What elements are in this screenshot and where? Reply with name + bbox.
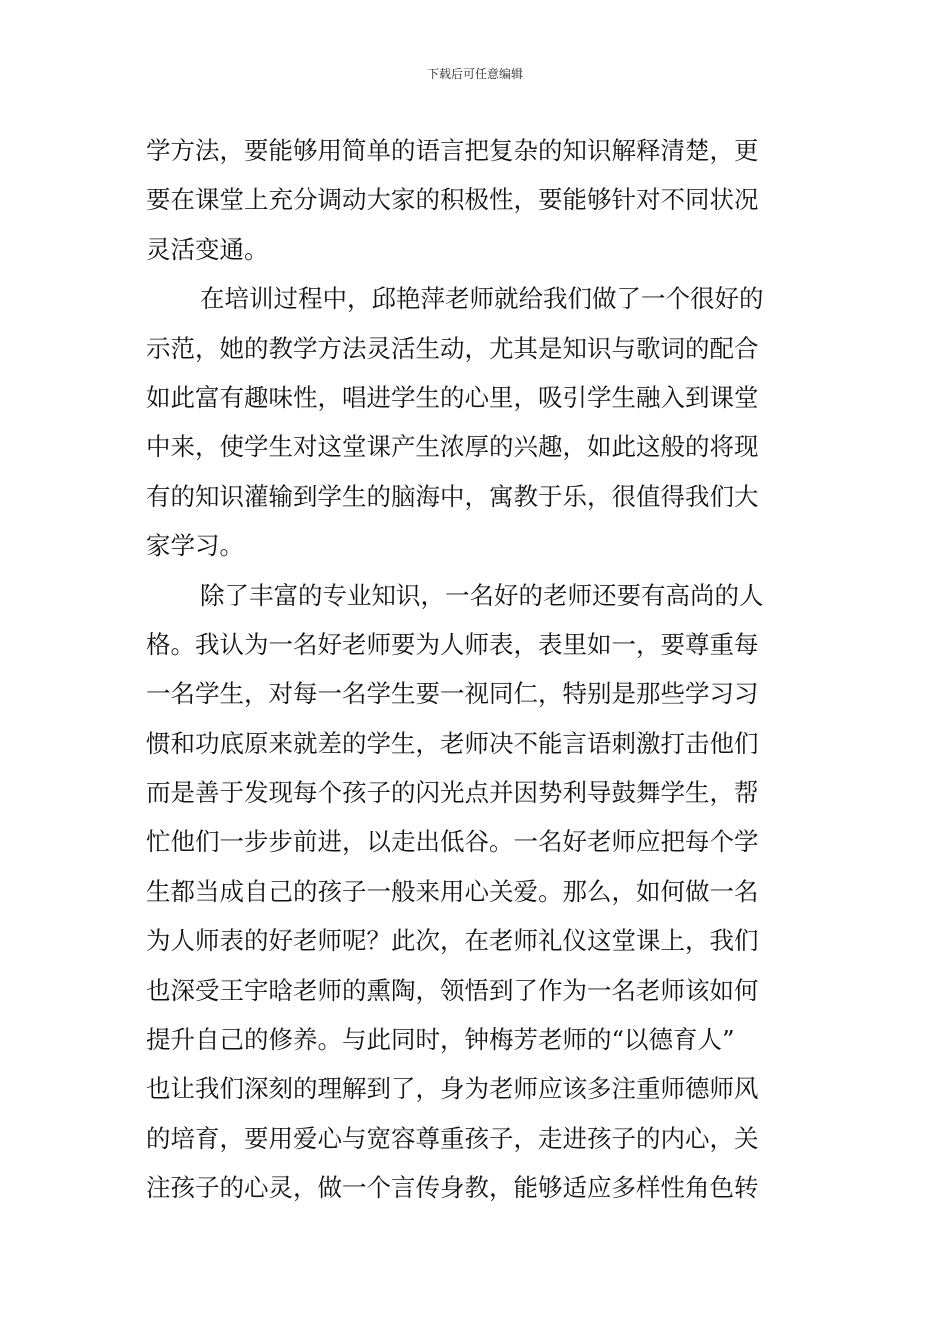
paragraph-first-line: 在培训过程中，邱艳萍老师就给我们做了一个很好的 bbox=[200, 284, 764, 314]
text-line: 一名学生，对每一名学生要一视同仁，特别是那些学习习 bbox=[146, 679, 759, 709]
text-line: 而是善于发现每个孩子的闪光点并因势利导鼓舞学生，帮 bbox=[146, 778, 759, 808]
text-line: 格。我认为一名好老师要为人师表，表里如一，要尊重每 bbox=[146, 629, 759, 659]
text-line: 提升自己的修养。与此同时，钟梅芳老师的“以德育人” bbox=[146, 1025, 735, 1055]
text-line: 也深受王宇晗老师的熏陶，领悟到了作为一名老师该如何 bbox=[146, 975, 759, 1005]
document-body bbox=[146, 126, 806, 1213]
text-line: 家学习。 bbox=[146, 531, 244, 561]
paragraph-first-line: 除了丰富的专业知识，一名好的老师还要有高尚的人 bbox=[200, 580, 764, 610]
text-line: 要在课堂上充分调动大家的积极性，要能够针对不同状况 bbox=[146, 185, 759, 215]
text-line: 生都当成自己的孩子一般来用心关爱。那么，如何做一名 bbox=[146, 876, 759, 906]
text-line: 学方法，要能够用简单的语言把复杂的知识解释清楚，更 bbox=[146, 136, 759, 165]
text-line: 中来，使学生对这堂课产生浓厚的兴趣，如此这般的将现 bbox=[146, 432, 759, 462]
text-line: 灵活变通。 bbox=[146, 234, 269, 264]
text-line: 注孩子的心灵，做一个言传身教，能够适应多样性角色转 bbox=[146, 1173, 759, 1203]
text-line: 有的知识灌输到学生的脑海中，寓教于乐，很值得我们大 bbox=[146, 481, 759, 511]
text-line: 如此富有趣味性，唱进学生的心里，吸引学生融入到课堂 bbox=[146, 382, 759, 412]
text-line: 惯和功底原来就差的学生，老师决不能言语刺激打击他们 bbox=[146, 728, 759, 758]
text-line: 的培育，要用爱心与宽容尊重孩子，走进孩子的内心，关 bbox=[146, 1123, 759, 1153]
text-line: 示范，她的教学方法灵活生动，尤其是知识与歌词的配合 bbox=[146, 333, 759, 363]
page-header: 下载后可任意编辑 bbox=[426, 67, 523, 81]
text-line: 为人师表的好老师呢？此次，在老师礼仪这堂课上，我们 bbox=[146, 926, 759, 956]
text-line: 也让我们深刻的理解到了，身为老师应该多注重师德师风 bbox=[146, 1074, 759, 1104]
text-line: 忙他们一步步前进，以走出低谷。一名好老师应把每个学 bbox=[146, 827, 759, 857]
